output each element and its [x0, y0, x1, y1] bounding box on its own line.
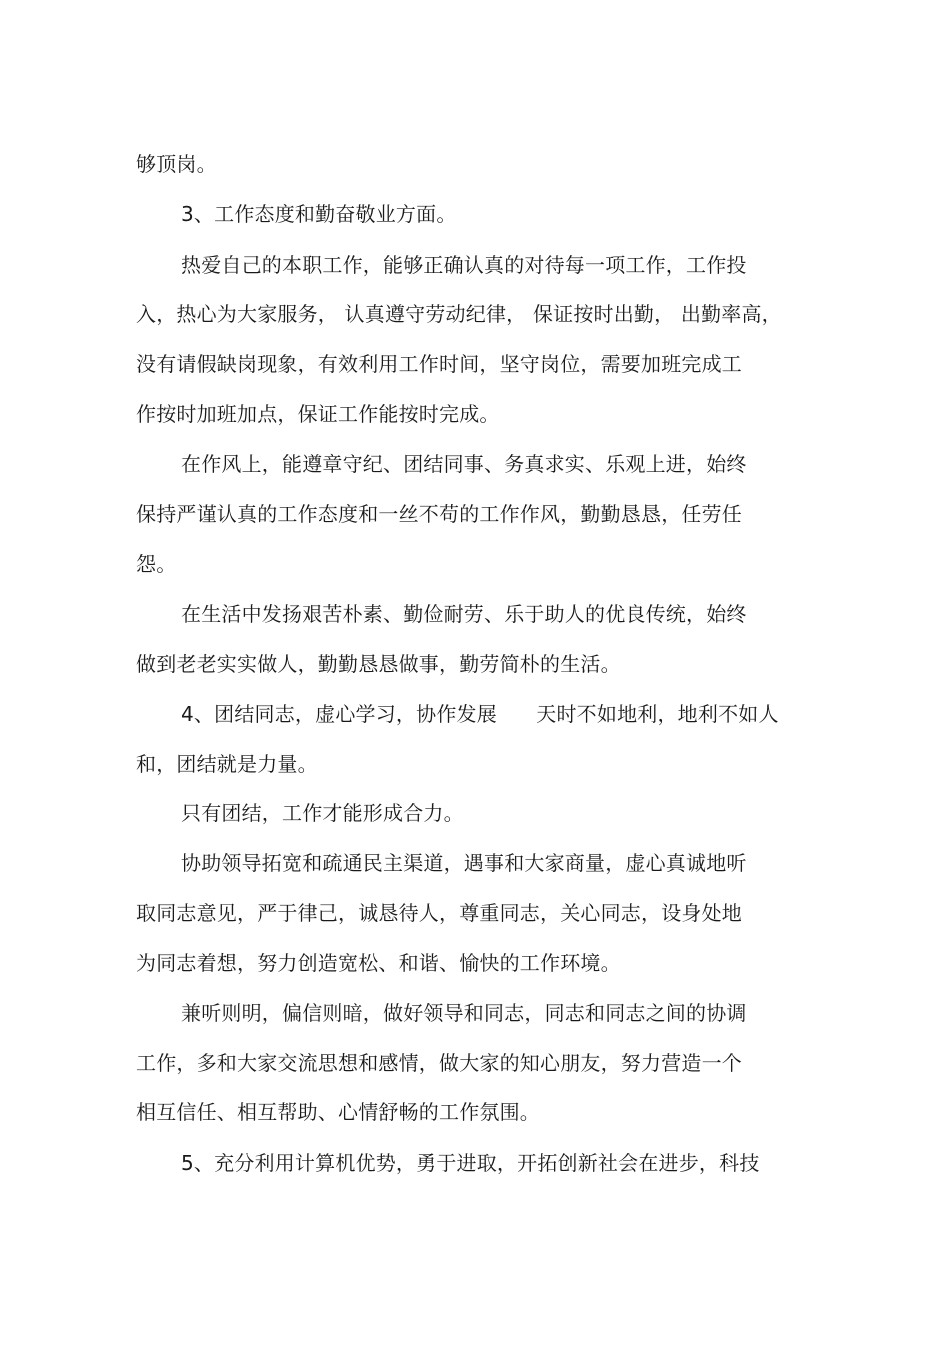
- text-line: 相互信任、相互帮助、心情舒畅的工作氛围。: [136, 1100, 540, 1124]
- text-line: 协助领导拓宽和疏通民主渠道，遇事和大家商量，虚心真诚地听: [181, 851, 747, 875]
- section-heading: 3、工作态度和勤奋敬业方面。: [181, 202, 457, 226]
- text-line: 作按时加班加点，保证工作能按时完成。: [136, 402, 500, 426]
- text-line: 在作风上，能遵章守纪、团结同事、务真求实、乐观上进，始终: [181, 452, 747, 476]
- text-line: 做到老老实实做人，勤勤恳恳做事，勤劳简朴的生活。: [136, 652, 621, 676]
- text-line: 够顶岗。: [136, 152, 217, 176]
- text-line: 保持严谨认真的工作态度和一丝不苟的工作作风，勤勤恳恳，任劳任: [136, 502, 742, 526]
- text-line: 在生活中发扬艰苦朴素、勤俭耐劳、乐于助人的优良传统，始终: [181, 602, 747, 626]
- text-line: 热爱自己的本职工作，能够正确认真的对待每一项工作，工作投: [181, 253, 747, 277]
- text-line: 工作，多和大家交流思想和感情，做大家的知心朋友，努力营造一个: [136, 1051, 742, 1075]
- text-line: 取同志意见，严于律己，诚恳待人，尊重同志，关心同志，设身处地: [136, 901, 742, 925]
- section-heading: 5、充分利用计算机优势，勇于进取，开拓创新社会在进步，科技: [181, 1151, 760, 1175]
- section-heading: 4、团结同志，虚心学习，协作发展 天时不如地利，地利不如人: [181, 702, 779, 726]
- text-line: 入，热心为大家服务， 认真遵守劳动纪律， 保证按时出勤， 出勤率高，: [136, 302, 782, 326]
- text-line: 兼听则明，偏信则暗，做好领导和同志，同志和同志之间的协调: [181, 1001, 747, 1025]
- text-line: 和，团结就是力量。: [136, 752, 318, 776]
- text-line: 没有请假缺岗现象，有效利用工作时间，坚守岗位，需要加班完成工: [136, 352, 742, 376]
- text-line: 只有团结，工作才能形成合力。: [181, 801, 464, 825]
- text-line: 怨。: [136, 552, 177, 576]
- text-line: 为同志着想，努力创造宽松、和谐、愉快的工作环境。: [136, 951, 621, 975]
